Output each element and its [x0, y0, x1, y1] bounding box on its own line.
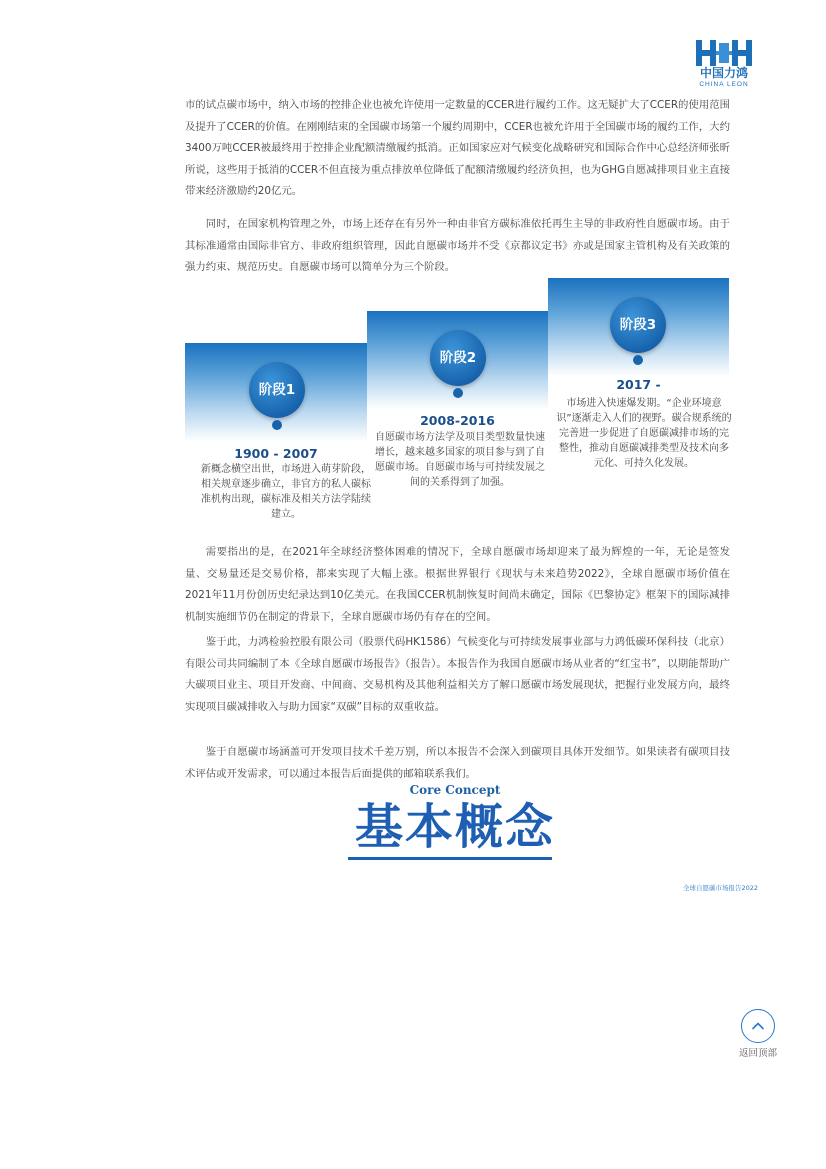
logo-text-en: CHINA LEON	[699, 81, 749, 88]
stage-2-badge: 阶段2	[430, 330, 486, 386]
stage-3-years: 2017 -	[616, 377, 661, 392]
paragraph-voluntary-market: 同时，在国家机构管理之外，市场上还存在有另外一种由非官方碳标准依托再生主导的非政府性自愿碳市场。由于其标准通常由国际非官方、非政府组织管理，因此自愿碳市场并不受《京都议定书》亦或是国家主管机构及有关政策的强力约束、规范历史。自愿碳市场可以简单分为三个阶段。	[185, 218, 730, 274]
stage-1-description: 新概念横空出世，市场进入萌芽阶段，相关规章逐步确立，非官方的私人碳标准机构出现，碳标准及相关方法学陆续建立。	[201, 464, 371, 520]
back-to-top-button[interactable]	[741, 1009, 775, 1043]
stage-1-years: 1900 - 2007	[234, 446, 318, 461]
section-title-en: Core Concept	[409, 783, 501, 797]
back-to-top-label[interactable]: 返回顶部	[738, 1048, 777, 1059]
stage-3-description: 市场进入快速爆发期。“企业环境意识”逐渐走入人们的视野。碳合规系统的完善进一步促进了自愿碳减排市场的完整性，推动自愿碳减排类型及技术向多元化、可持久化发展。	[556, 398, 732, 469]
stage-1-dot	[272, 420, 282, 430]
company-logo	[692, 40, 756, 92]
paragraph-report-intro: 鉴于此，力鸿检验控股有限公司（股票代码HK1586）气候变化与可持续发展事业部与力鸿低碳环保科技（北京）有限公司共同编制了本《全球自愿碳市场报告》（报告）。本报告作为我国自愿碳市场从业者的“红宝书”，以期能帮助广大碳项目业主、项目开发商、中间商、交易机构及其他利益相关方了解口愿碳市场发展现状，把握行业发展方向，最终实现项目碳减排收入与助力国家“双碳”目标的双重收益。	[185, 636, 730, 713]
chevron-up-icon	[751, 1019, 765, 1033]
stage-3-dot	[633, 355, 643, 365]
section-title-underline	[348, 857, 552, 860]
logo-mark-icon	[696, 40, 752, 66]
footer-report-name: 全球自愿碳市场报告2022	[682, 884, 758, 892]
stage-2-dot	[453, 388, 463, 398]
paragraph-ccer-usage: 市的试点碳市场中，纳入市场的控排企业也被允许使用一定数量的CCER进行履约工作。这无疑扩大了CCER的使用范围及提升了CCER的价值。在刚刚结束的全国碳市场第一个履约周期中，CCER也被允许用于全国碳市场的履约工作，大约3400万吨CCER被最终用于控排企业配额清缴履约抵消。正如国家应对气候变化战略研究和国际合作中心总经济师张昕所说，这些用于抵消的CCER不但直接为重点排放单位降低了配额清缴履约经济负担，也为GHG自愿减排项目业主直接带来经济激励约20亿元。	[185, 99, 730, 198]
stage-3-badge: 阶段3	[610, 297, 666, 353]
section-title-cn: 基本概念	[354, 799, 555, 855]
stage-2-years: 2008-2016	[420, 413, 495, 428]
stage-1-badge: 阶段1	[249, 362, 305, 418]
paragraph-contact: 鉴于自愿碳市场涵盖可开发项目技术千差万别，所以本报告不会深入到碳项目具体开发细节。如果读者有碳项目技术评估或开发需求，可以通过本报告后面提供的邮箱联系我们。	[185, 746, 730, 780]
logo-text-cn: 中国力鸿	[699, 66, 748, 80]
stage-2-description: 自愿碳市场方法学及项目类型数量快速增长，越来越多国家的项目参与到了自愿碳市场。自愿碳市场与可持续发展之间的关系得到了加强。	[375, 432, 545, 488]
paragraph-2021-market: 需要指出的是，在2021年全球经济整体困难的情况下，全球自愿碳市场却迎来了最为辉煌的一年，无论是签发量、交易量还是交易价格，都来实现了大幅上涨。根据世界银行《现状与未来趋势2022》，全球自愿碳市场价值在2021年11月份创历史纪录达到10亿美元。在我国CCER机制恢复时间尚未确定，国际《巴黎协定》框架下的国际减排机制实施细节仍在制定的背景下，全球自愿碳市场仍有存在的空间。	[185, 546, 730, 623]
